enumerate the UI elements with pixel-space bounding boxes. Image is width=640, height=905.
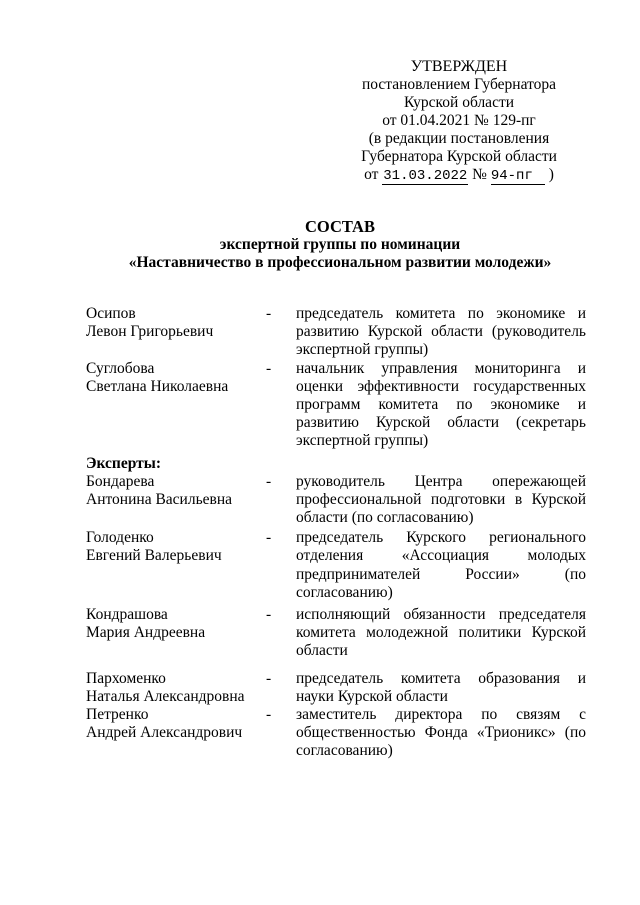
dash: - <box>266 359 272 377</box>
member-role: руководитель Центра опережающей профессиональной подготовки в Курской области (по согласованию) <box>296 472 586 527</box>
approval-line: от 01.04.2021 № 129-пг <box>382 112 536 129</box>
approval-stamp <box>340 58 578 185</box>
experts-heading: Эксперты: <box>86 454 162 472</box>
approval-line: (в редакции постановления <box>368 130 550 147</box>
dash: - <box>266 706 272 724</box>
member-name <box>86 706 266 761</box>
member-row <box>86 473 586 528</box>
approval-line: Курской области <box>403 94 515 111</box>
member-surname: Суглобова <box>86 359 155 377</box>
member-surname: Кондрашова <box>86 606 168 624</box>
amendment-close: ) <box>548 166 554 183</box>
member-row <box>86 360 586 451</box>
member-surname: Пархоменко <box>86 669 166 687</box>
member-given-name: Левон Григорьевич <box>86 323 214 341</box>
approval-heading: УТВЕРЖДЕН <box>410 58 508 75</box>
amendment-prefix: от <box>364 166 379 183</box>
member-role: заместитель директора по связям с общественностью Фонда «Трионикс» (по согласованию) <box>296 706 586 760</box>
document-title <box>60 218 620 272</box>
amendment-line <box>340 166 578 185</box>
member-name <box>86 670 266 706</box>
member-given-name: Мария Андреевна <box>86 624 206 642</box>
member-role: начальник управления мониторинга и оценки эффективности государственных программ комитета по экономике и развитию Курской области (секретарь экспертной группы) <box>296 359 586 450</box>
dash: - <box>266 305 272 322</box>
member-given-name: Антонина Васильевна <box>86 490 233 508</box>
member-name <box>86 473 266 528</box>
dash: - <box>266 669 272 687</box>
member-surname: Петренко <box>86 706 149 724</box>
member-given-name: Андрей Александрович <box>86 724 243 742</box>
member-role: председатель Курского регионального отделения «Ассоциация молодых предпринимателей России» (по согласованию) <box>296 529 586 601</box>
members-list <box>86 305 586 761</box>
member-surname: Голоденко <box>86 529 154 547</box>
member-name <box>86 305 266 360</box>
member-given-name: Наталья Александровна <box>86 687 245 705</box>
member-surname: Бондарева <box>86 472 155 490</box>
approval-line: постановлением Губернатора <box>361 76 557 93</box>
member-name <box>86 360 266 451</box>
title-line: СОСТАВ <box>305 217 375 236</box>
member-row <box>86 529 586 602</box>
title-line: экспертной группы по номинации <box>219 236 461 253</box>
member-name <box>86 529 266 602</box>
approval-line: Губернатора Курской области <box>361 148 557 165</box>
title-line: «Наставничество в профессиональном развитии молодежи» <box>128 254 552 271</box>
member-name <box>86 606 266 661</box>
member-surname: Осипов <box>86 305 136 322</box>
member-role: председатель комитета образования и науки Курской области <box>296 669 586 705</box>
member-row <box>86 670 586 706</box>
member-given-name: Светлана Николаевна <box>86 377 229 395</box>
member-role: председатель комитета по экономике и развитию Курской области (руководитель экспертной группы) <box>296 305 586 359</box>
member-row <box>86 606 586 661</box>
member-row <box>86 305 586 360</box>
member-row <box>86 706 586 761</box>
amendment-number: 94-пг <box>491 169 545 185</box>
member-given-name: Евгений Валерьевич <box>86 547 222 565</box>
dash: - <box>266 529 272 547</box>
dash: - <box>266 472 272 490</box>
amendment-date: 31.03.2022 <box>383 168 468 184</box>
amendment-number-sign: № <box>472 166 487 183</box>
member-role: исполняющий обязанности председателя комитета молодежной политики Курской области <box>296 606 586 660</box>
dash: - <box>266 606 272 624</box>
